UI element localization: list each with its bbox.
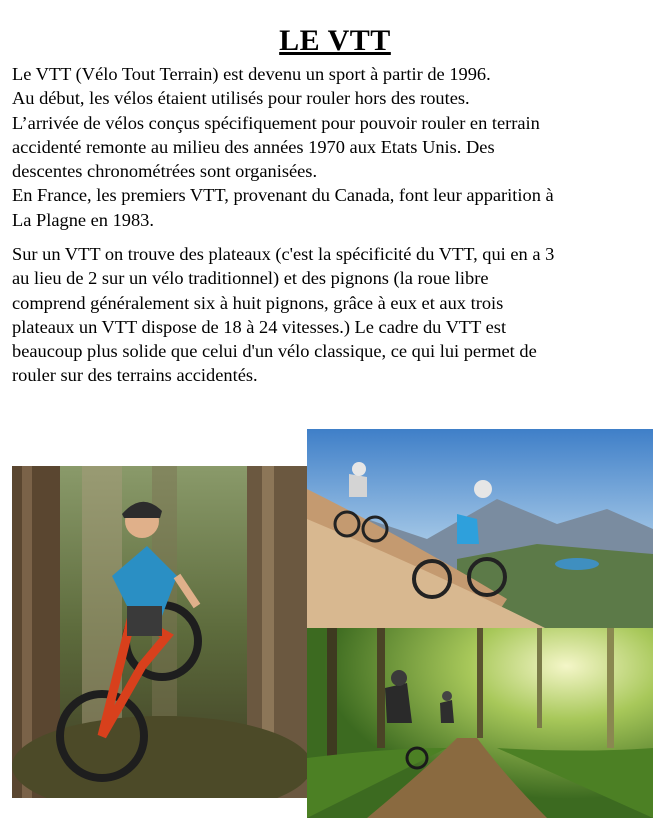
intro-paragraph xyxy=(12,62,652,232)
text-line: En France, les premiers VTT, provenant du Canada, font leur apparition à xyxy=(12,185,554,206)
text-line: Au début, les vélos étaient utilisés pour rouler hors des routes. xyxy=(12,88,470,109)
text-line: L’arrivée de vélos conçus spécifiquement pour pouvoir rouler en terrain xyxy=(12,112,540,133)
forest-rider-photo xyxy=(12,466,307,798)
text-line: descentes chronométrées sont organisées. xyxy=(12,161,318,182)
text-line: accidenté remonte au milieu des années 1970 aux Etats Unis. Des xyxy=(12,136,495,157)
text-line: Sur un VTT on trouve des plateaux (c'est la spécificité du VTT, qui en a 3 xyxy=(12,244,555,264)
text-line: La Plagne en 1983. xyxy=(12,209,154,230)
details-paragraph xyxy=(12,242,652,388)
mountain-riders-photo xyxy=(307,429,653,629)
text-line: rouler sur des terrains accidentés. xyxy=(12,365,258,386)
text-line: plateaux un VTT dispose de 18 à 24 vitesses.) Le cadre du VTT est xyxy=(12,316,507,337)
text-line: au lieu de 2 sur un vélo traditionnel) et des pignons (la roue libre xyxy=(12,268,489,289)
text-line: comprend généralement six à huit pignons, grâce à eux et aux trois xyxy=(12,292,504,313)
text-line: beaucoup plus solide que celui d'un vélo classique, ce qui lui permet de xyxy=(12,341,537,362)
forest-trail-photo xyxy=(307,628,653,818)
text-line: Le VTT (Vélo Tout Terrain) est devenu un sport à partir de 1996. xyxy=(12,64,491,84)
page-title: LE VTT xyxy=(279,24,391,58)
